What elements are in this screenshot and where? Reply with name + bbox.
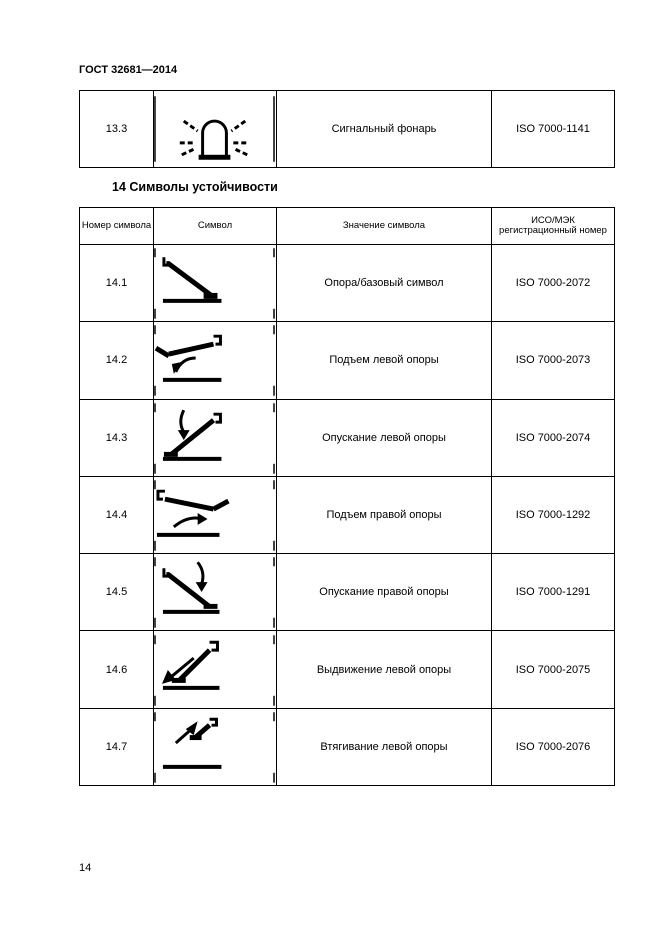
signal-lamp-icon (154, 91, 276, 167)
symbol-meaning: Подъем левой опоры (277, 322, 492, 399)
symbol-meaning: Втягивание левой опоры (277, 708, 492, 785)
symbol-number: 14.1 (80, 245, 154, 322)
symbol-number: 14.2 (80, 322, 154, 399)
table-row (80, 322, 615, 399)
symbol-number: 14.5 (80, 554, 154, 631)
iso-number: ISO 7000-2073 (492, 322, 615, 399)
symbol-cell (154, 322, 277, 399)
table-row (80, 476, 615, 553)
symbol-number: 14.3 (80, 399, 154, 476)
symbol-meaning: Опускание левой опоры (277, 399, 492, 476)
symbol-cell (154, 631, 277, 708)
symbol-cell (154, 245, 277, 322)
symbol-meaning: Подъем правой опоры (277, 476, 492, 553)
symbol-meaning: Выдвижение левой опоры (277, 631, 492, 708)
right-outrigger-lower-icon (154, 554, 276, 630)
iso-number: ISO 7000-2074 (492, 399, 615, 476)
table-row (80, 631, 615, 708)
left-outrigger-raise-icon (154, 322, 276, 398)
page-number: 14 (79, 862, 92, 874)
symbol-meaning: Сигнальный фонарь (277, 91, 492, 168)
table-row (80, 399, 615, 476)
stability-symbols-table (79, 207, 615, 786)
symbol-cell (154, 476, 277, 553)
document-header: ГОСТ 32681—2014 (79, 64, 178, 76)
symbol-cell (154, 708, 277, 785)
table-row (80, 554, 615, 631)
iso-number: ISO 7000-1291 (492, 554, 615, 631)
header-number: Номер символа (80, 208, 154, 245)
outrigger-basic-icon (154, 245, 276, 321)
symbol-number: 14.7 (80, 708, 154, 785)
iso-number: ISO 7000-1292 (492, 476, 615, 553)
table-row (80, 91, 615, 168)
table-header-row (80, 208, 615, 245)
symbol-number: 13.3 (80, 91, 154, 168)
left-outrigger-lower-icon (154, 400, 276, 476)
right-outrigger-raise-icon (154, 477, 276, 553)
header-symbol: Символ (154, 208, 277, 245)
section-title: 14 Символы устойчивости (112, 180, 278, 194)
symbol-cell (154, 91, 277, 168)
table-row (80, 245, 615, 322)
symbol-meaning: Опора/базовый символ (277, 245, 492, 322)
header-meaning: Значение символа (277, 208, 492, 245)
iso-number: ISO 7000-2075 (492, 631, 615, 708)
symbol-number: 14.6 (80, 631, 154, 708)
symbol-number: 14.4 (80, 476, 154, 553)
left-outrigger-extend-icon (154, 632, 276, 708)
iso-number: ISO 7000-1141 (492, 91, 615, 168)
symbol-meaning: Опускание правой опоры (277, 554, 492, 631)
header-iso: ИСО/МЭК регистрационный номер (492, 208, 615, 245)
table-row (80, 708, 615, 785)
left-outrigger-retract-icon (154, 709, 276, 785)
iso-number: ISO 7000-2072 (492, 245, 615, 322)
symbol-cell (154, 399, 277, 476)
symbol-cell (154, 554, 277, 631)
iso-number: ISO 7000-2076 (492, 708, 615, 785)
signal-symbols-table (79, 90, 615, 168)
